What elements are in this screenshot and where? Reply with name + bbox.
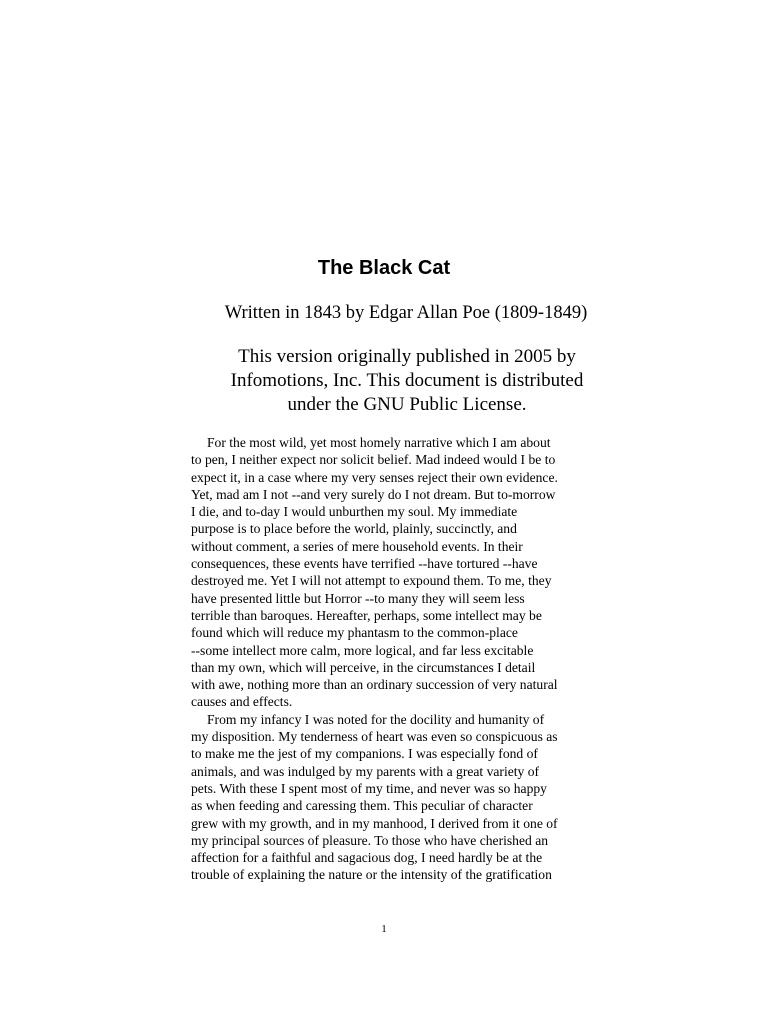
license-notice (180, 345, 634, 417)
text-line: purpose is to place before the world, plainly, succinctly, and (191, 521, 517, 537)
text-line: grew with my growth, and in my manhood, I derived from it one of (191, 815, 558, 831)
text-line: expect it, in a case where my very senses reject their own evidence. (191, 469, 558, 485)
text-line: without comment, a series of mere household events. In their (191, 538, 523, 554)
text-line: as when feeding and caressing them. This peculiar of character (191, 798, 533, 814)
license-line: under the GNU Public License. (287, 394, 527, 415)
text-line: my principal sources of pleasure. To those who have cherished an (191, 832, 549, 848)
text-line: animals, and was indulged by my parents with a great variety of (191, 763, 540, 779)
paragraph-1 (191, 434, 631, 711)
text-line: trouble of explaining the nature or the intensity of the gratification (191, 867, 552, 883)
text-line: --some intellect more calm, more logical, and far less excitable (191, 642, 534, 658)
document-byline: Written in 1843 by Edgar Allan Poe (1809-1849) (224, 303, 588, 323)
text-line: terrible than baroques. Hereafter, perhaps, some intellect may be (191, 607, 542, 623)
license-line: Infomotions, Inc. This document is distributed (230, 370, 584, 391)
document-title: The Black Cat (317, 257, 451, 279)
story-body (191, 434, 631, 884)
text-line: than my own, which will perceive, in the circumstances I detail (191, 659, 536, 675)
text-line: consequences, these events have terrified --have tortured --have (191, 556, 538, 572)
text-line: For the most wild, yet most homely narrative which I am about (207, 435, 551, 450)
text-line: From my infancy I was noted for the docility and humanity of (207, 711, 545, 727)
text-line: I die, and to-day I would unburthen my soul. My immediate (191, 504, 518, 520)
text-line: have presented little but Horror --to many they will seem less (191, 590, 525, 606)
paragraph-2 (191, 711, 631, 884)
text-line: to pen, I neither expect nor solicit belief. Mad indeed would I be to (191, 452, 556, 468)
text-line: found which will reduce my phantasm to the common-place (191, 625, 518, 641)
page-number: 1 (381, 923, 387, 935)
text-line: causes and effects. (191, 694, 293, 710)
text-line: to make me the jest of my companions. I was especially fond of (191, 746, 538, 762)
license-line: This version originally published in 2005 by (238, 346, 576, 367)
text-line: pets. With these I spent most of my time, and never was so happy (191, 780, 547, 796)
text-line: with awe, nothing more than an ordinary succession of very natural (191, 677, 558, 693)
text-line: destroyed me. Yet I will not attempt to expound them. To me, they (191, 573, 552, 589)
text-line: Yet, mad am I not --and very surely do I not dream. But to-morrow (191, 486, 556, 502)
text-line: my disposition. My tenderness of heart was even so conspicuous as (191, 729, 558, 745)
text-line: affection for a faithful and sagacious dog, I need hardly be at the (191, 850, 543, 866)
